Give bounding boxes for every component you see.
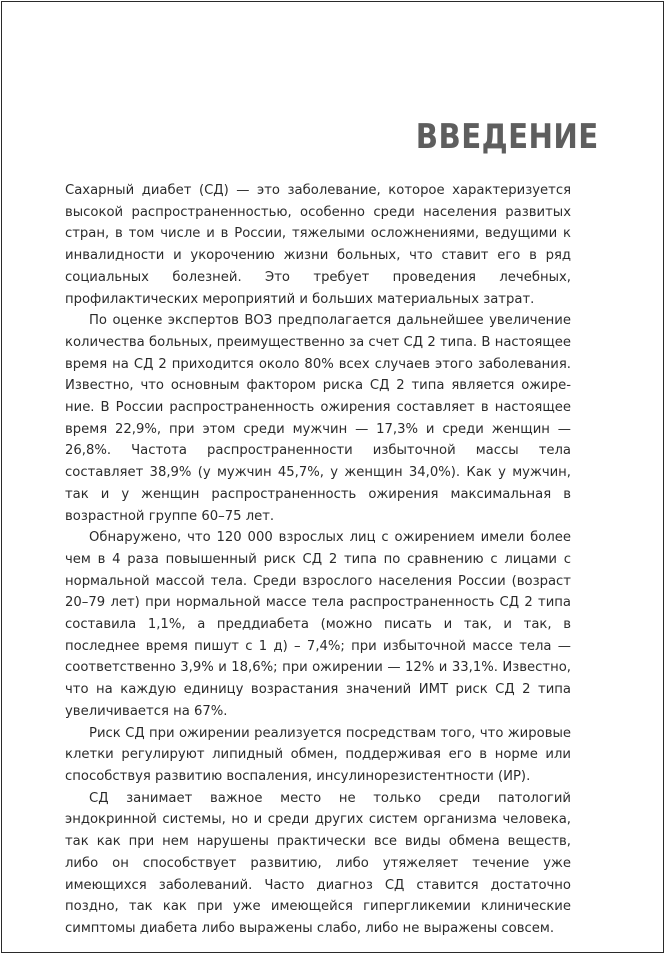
paragraph-3: Обнаружено, что 120 000 взрослых лиц с ожирением имели более чем в 4 раза повышенный риск СД 2 типа по сравнению с лицами с нормальной массой тела. Среди взрослого населения России (возраст 20–79 лет) при нормальной массе тела распространенность СД 2 типа составила 1,1%, а преддиабета (можно писать и так, и так, в последнее время пишут с 1 д) – 7,4%; при избыточной массе тела — соответственно 3,9% и 18,6%; при ожирении — 12% и 33,1%. Известно, что на каждую единицу возрастания значений ИМТ риск СД 2 типа увеличивается на 67%. [65, 530, 571, 719]
paragraph-4: Риск СД при ожирении реализуется посредствам того, что жировые клетки регулируют липидный обмен, поддерживая его в норме или способствуя развитию воспаления, инсулинорезистентности (ИР). [65, 725, 571, 784]
paragraph-2: По оценке экспертов ВОЗ предполагается дальнейшее увеличение количества больных, преимущественно за счет СД 2 типа. В настоящее время на СД 2 приходится около 80% всех случаев этого заболевания. Известно, что основным фактором риска СД 2 типа является ожирение. В России распространенность ожирения составляет в настоящее время 22,9%, при этом среди мужчин — 17,3% и среди женщин — 26,8%. Частота распространенности избыточной массы тела составляет 38,9% (у мужчин 45,7%, у женщин 34,0%). Как у мужчин, так и у женщин распространенность ожирения максимальная в возрастной группе 60–75 лет. [65, 313, 571, 524]
paragraph-1: Сахарный диабет (СД) — это заболевание, которое характеризуется высокой распространенностью, особенно среди населения развитых стран, в том числе и в России, тяжелыми осложнениями, ведущими к инвалидности и укорочению жизни больных, что ставит его в ряд социальных болезней. Это требует проведения лечебных, профилактических мероприятий и больших материальных затрат. [65, 183, 571, 307]
chapter-title: ВВЕДЕНИЕ [416, 117, 599, 157]
document-page [1, 1, 664, 953]
body-text [65, 180, 571, 940]
paragraph-5: СД занимает важное место не только среди патологий эндокринной системы, но и среди других систем организма человека, так как при нем нарушены практически все виды обмена веществ, либо он способствует развитию, либо утяжеляет течение уже имеющихся заболеваний. Часто диагноз СД ставится достаточно поздно, так как при уже имеющейся гипергликемии клинические симптомы диабета либо выражены слабо, либо не выражены совсем. [65, 790, 571, 936]
